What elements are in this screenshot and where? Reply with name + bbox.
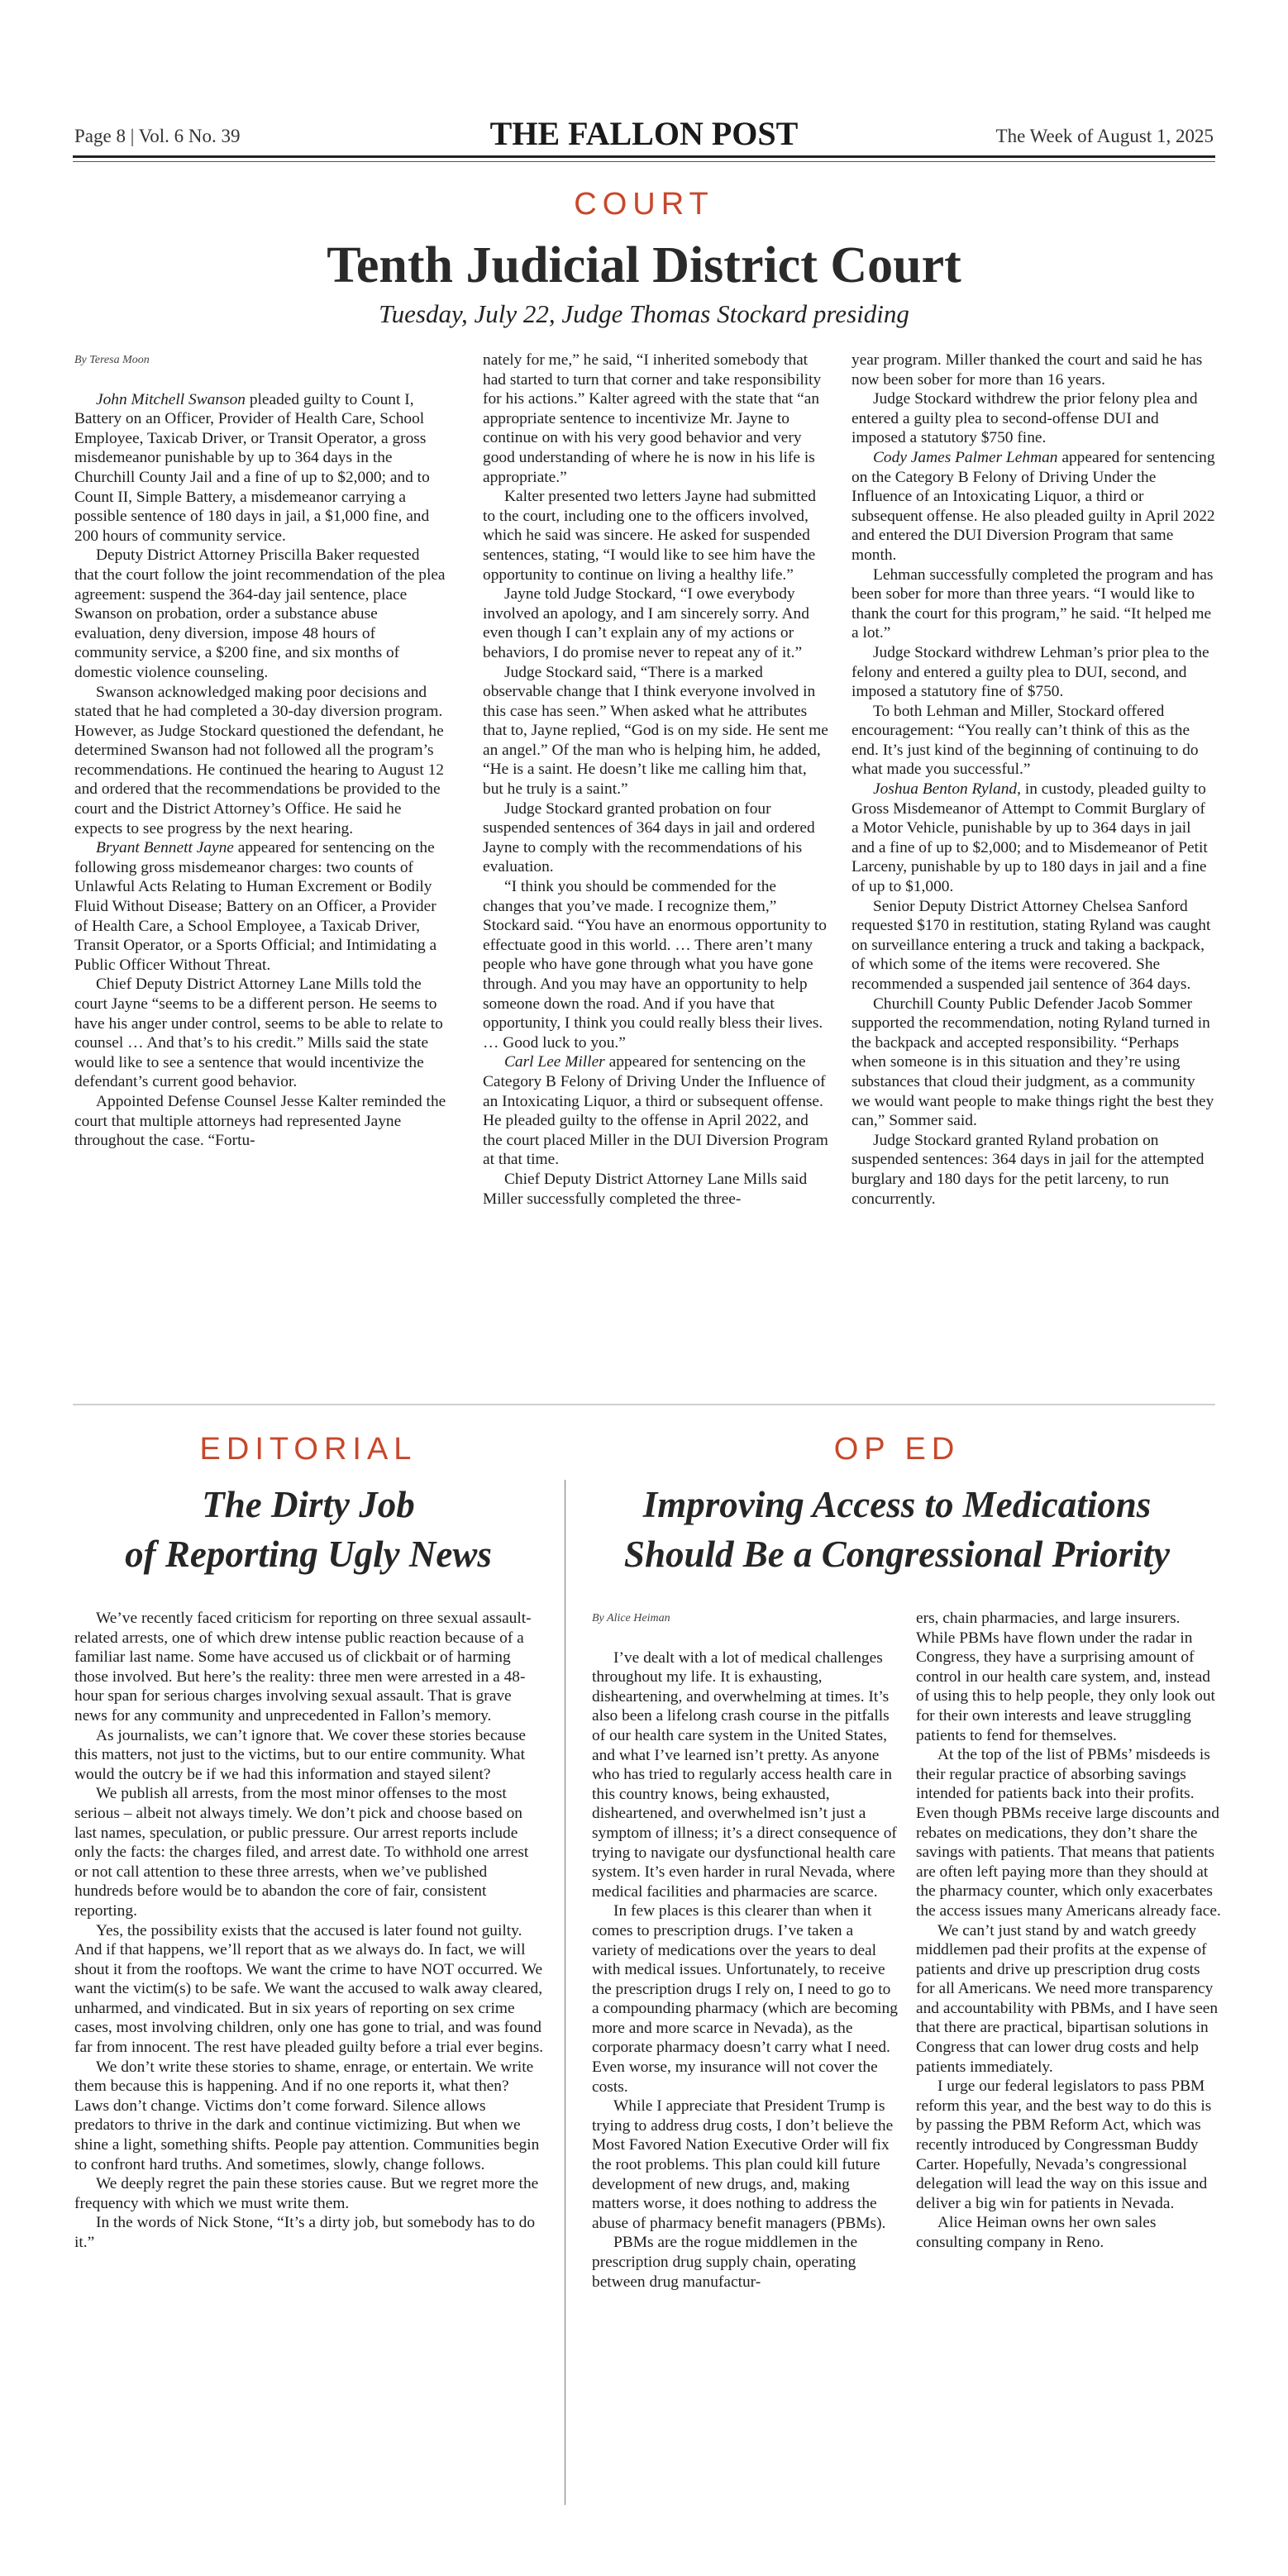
paragraph — [852, 1131, 1215, 1209]
paragraph-text: Alice Heiman owns her own sales consulting company in Reno. — [916, 2214, 1157, 2251]
paragraph — [74, 1784, 546, 1920]
paragraph — [483, 584, 830, 662]
paragraph-text: Judge Stockard withdrew the prior felony plea and entered a guilty plea to second-offense DUI and imposed a statutory $750 fine. — [852, 390, 1198, 447]
paragraph — [483, 487, 830, 584]
oped-kicker: OP ED — [833, 1432, 961, 1467]
paragraph-text: “I think you should be commended for the changes that you’ve made. I recognize them,” Stockard said. “You have an enormous opportunity to effectuate good in this world. … There aren’t many people who have gone through what you have gone through. And you may have an opportunity to help someone down the road. And if you have that opportunity, I think you could really bless their lives. … Good luck to you.” — [483, 878, 827, 1052]
paragraph — [483, 351, 830, 487]
section-divider — [73, 1404, 1215, 1405]
defendant-name: Joshua Benton Ryland — [873, 780, 1018, 799]
paragraph-text: appeared for sentencing on the following gross misdemeanor charges: two counts of Unlawful Acts Relating to Human Excrement or Bodily Fluid Without Disease; Battery on an Officer, a Provider of Health Care, a School Employee, a Taxicab Driver, Transit Operator, or a Sports Official; and Intimidating a Public Officer Without Threat. — [74, 839, 437, 974]
paragraph-text: We deeply regret the pain these stories cause. But we regret more the frequency with which we must write them. — [74, 2175, 539, 2212]
paragraph-text: Judge Stockard granted probation on four suspended sentences of 364 days in jail and ordered Jayne to comply with the recommendations of his evaluation. — [483, 799, 815, 876]
editorial-headline-line2: of Reporting Ugly News — [125, 1534, 492, 1575]
paragraph — [852, 897, 1215, 995]
paragraph — [592, 2233, 898, 2292]
editorial-headline — [73, 1480, 544, 1579]
newspaper-title: THE FALLON POST — [489, 115, 799, 152]
paragraph-text: We don’t write these stories to shame, enrage, or entertain. We write them because this is happening. And if no one reports it, what then? Laws don’t change. Victims don’t come forward. Silence allows predators to thrive in the dark and continue victimizing. But when we shine a light, something shifts. People pay attention. Communities begin to confront hard truths. And sometimes, slowly, change follows. — [74, 2058, 540, 2173]
masthead-rule — [73, 155, 1215, 158]
paragraph — [483, 1170, 830, 1209]
defendant-name: Cody James Palmer Lehman — [873, 448, 1058, 466]
paragraph-text: appeared for sentencing on the Category B Felony of Driving Under the Influence of an Intoxicating Liquor, a third or subsequent offense. He pleaded guilty to the offense in April 2022, and the court placed Miller in the DUI Diversion Program at that time. — [483, 1053, 828, 1169]
paragraph-text: Kalter presented two letters Jayne had submitted to the court, including one to the officers involved, which he said was sincere. He asked for suspended sentences, stating, “I would like to see him have the opportunity to continue on living a healthy life.” — [483, 488, 816, 584]
page-info: Page 8 | Vol. 6 No. 39 — [74, 126, 241, 146]
paragraph — [592, 2097, 898, 2233]
defendant-name: Bryant Bennett Jayne — [96, 839, 234, 857]
paragraph-text: Deputy District Attorney Priscilla Baker requested that the court follow the joint recommendation of the plea agreement: suspend the 364-day jail sentence, place Swanson on probation, order a substance abuse evaluation, deny diversion, impose 48 hours of community service, a $200 fine, and six months of domestic violence counseling. — [74, 546, 446, 681]
court-headline: Tenth Judicial District Court — [327, 237, 961, 293]
paragraph — [74, 1609, 546, 1726]
paragraph — [74, 683, 446, 839]
paragraph — [916, 1921, 1222, 2077]
paragraph — [852, 780, 1215, 897]
oped-column-1 — [592, 1609, 898, 2292]
court-deck: Tuesday, July 22, Judge Thomas Stockard presiding — [379, 299, 909, 328]
paragraph-text: pleaded guilty to Count I, Battery on an Officer, Provider of Health Care, School Employee, Taxicab Driver, or Transit Operator, a gross misdemeanor punishable by up to 364 days in the Churchill County Jail and a fine of up to $2,000; and to Count II, Simple Battery, a misdemeanor carrying a possible sentence of 180 days in jail, a $1,000 fine, and 200 hours of community service. — [74, 390, 430, 545]
editorial-body — [74, 1609, 546, 2253]
paragraph-text: Senior Deputy District Attorney Chelsea Sanford requested $170 in restitution, stating Ryland was caught on surveillance entering a truck and taking a backpack, of which some of the items were recovered. She recommended a suspended jail sentence of 364 days. — [852, 897, 1211, 993]
paragraph — [74, 546, 446, 682]
paragraph — [592, 1648, 898, 1902]
paragraph — [74, 1092, 446, 1151]
paragraph — [852, 995, 1215, 1131]
court-byline: By Teresa Moon — [74, 354, 150, 366]
defendant-name: John Mitchell Swanson — [96, 390, 246, 408]
oped-column-2 — [916, 1609, 1222, 2253]
issue-date: The Week of August 1, 2025 — [995, 126, 1214, 146]
paragraph — [74, 1921, 546, 2058]
paragraph — [916, 2213, 1222, 2252]
paragraph — [74, 2058, 546, 2175]
paragraph-text: Appointed Defense Counsel Jesse Kalter reminded the court that multiple attorneys had represented Jayne throughout the case. “Fortu- — [74, 1092, 446, 1150]
paragraph-text: ers, chain pharmacies, and large insurers. While PBMs have flown under the radar in Congress, they have a surprising amount of control in our health care system, and, instead of using this to help people, they only look out for their own interests and leave struggling patients to fend for themselves. — [916, 1610, 1215, 1744]
paragraph-text: I urge our federal legislators to pass PBM reform this year, and the best way to do this is by passing the PBM Reform Act, which was recently introduced by Congressman Buddy Carter. Hopefully, Nevada’s congressional delegation will lead the way on this issue and deliver a big win for patients in Nevada. — [916, 2077, 1212, 2212]
paragraph-text: While I appreciate that President Trump is trying to address drug costs, I don’t believe the Most Favored Nation Executive Order will fix the root problems. This plan could kill future development of new drugs, and, making matters worse, it does nothing to address the abuse of pharmacy benefit managers (PBMs). — [592, 2097, 894, 2232]
paragraph-text: We can’t just stand by and watch greedy middlemen pad their profits at the expense of patients and drive up prescription drug costs for all Americans. We need more transparency and accountability with PBMs, and I have seen that there are practical, bipartisan solutions in Congress that can lower drug costs and help patients immediately. — [916, 1921, 1219, 2076]
paragraph-text: year program. Miller thanked the court and said he has now been sober for more than 16 years. — [852, 351, 1203, 389]
oped-byline: By Alice Heiman — [592, 1612, 670, 1624]
paragraph-text: Yes, the possibility exists that the accused is later found not guilty. And if that happens, we’ll report that as we always do. In fact, we will shout it from the rooftops. We want the crime to have NOT occurred. We want the victim(s) to be safe. We want the accused to walk away cleared, unharmed, and vindicated. But in six years of reporting on sex crime cases, most involving children, only one has gone to trial, and was found far from innocent. The rest have pleaded guilty before a trial ever begins. — [74, 1921, 544, 2057]
paragraph-text: In few places is this clearer than when it comes to prescription drugs. I’ve taken a variety of medications over the years to deal with medical issues. Unfortunately, to receive the prescription drugs I rely on, I need to go to a compounding pharmacy (which are becoming more and more scarce in Nevada), as the corporate pharmacy doesn’t carry what I need. Even worse, my insurance will not cover the costs. — [592, 1902, 898, 2096]
paragraph — [483, 799, 830, 877]
court-column-2 — [483, 351, 830, 1209]
paragraph — [483, 877, 830, 1052]
paragraph — [852, 351, 1215, 389]
paragraph — [74, 838, 446, 975]
paragraph — [74, 390, 446, 546]
paragraph-text: nately for me,” he said, “I inherited somebody that had started to turn that corner and take responsibility for his actions.” Kalter agreed with the state that “an appropriate sentence to incentivize Mr. Jayne to continue on with his very good behavior and very good understanding of where he is now in his life is appropriate.” — [483, 351, 822, 486]
paragraph — [916, 1609, 1222, 1745]
masthead — [73, 114, 1215, 157]
court-kicker: COURT — [574, 187, 714, 222]
oped-headline-line1: Improving Access to Medications — [642, 1484, 1152, 1525]
paragraph — [852, 565, 1215, 643]
paragraph — [483, 1052, 830, 1170]
paragraph-text: Churchill County Public Defender Jacob Sommer supported the recommendation, noting Ryland turned in the backpack and accepted responsibility. “Perhaps when someone is in this situation and they’re using substances that cloud their judgment, as a community we would want people to make things right the best they can,” Sommer said. — [852, 995, 1214, 1130]
paragraph — [852, 643, 1215, 702]
editorial-headline-line1: The Dirty Job — [202, 1484, 415, 1525]
oped-headline-line2: Should Be a Congressional Priority — [623, 1534, 1171, 1575]
paragraph — [74, 2174, 546, 2213]
paragraph — [74, 1726, 546, 1785]
paragraph — [74, 2213, 546, 2252]
paragraph-text: Lehman successfully completed the program and has been sober for more than three years. “I would like to thank the court for this program,” he said. “It helped me a lot.” — [852, 565, 1214, 642]
masthead-rule-thin — [73, 161, 1215, 162]
paragraph-text: To both Lehman and Miller, Stockard offered encouragement: “You really can’t think of this as the end. It’s just kind of the beginning of continuing to do what made you successful.” — [852, 702, 1199, 779]
paragraph-text: At the top of the list of PBMs’ misdeeds is their regular practice of absorbing savings intended for patients back into their profits. Even though PBMs receive large discounts and rebates on medications, they don’t share the savings with patients. That means that patients are often left paying more than they should at the pharmacy counter, which only exacerbates the access issues many Americans already face. — [916, 1746, 1221, 1920]
paragraph — [74, 975, 446, 1092]
paragraph-text: I’ve dealt with a lot of medical challenges throughout my life. It is exhausting, disheartening, and overwhelming at times. It’s also been a lifelong crash course in the pitfalls of our health care system in the United States, and what I’ve learned isn’t pretty. As anyone who has tried to regularly access health care in this country knows, being exhausted, disheartened, and overwhelmed isn’t just a symptom of illness; it’s a direct consequence of trying to navigate our dysfunctional health care system. It’s even harder in rural Nevada, where medical facilities and pharmacies are scarce. — [592, 1648, 897, 1901]
paragraph — [916, 1745, 1222, 1920]
paragraph — [592, 1901, 898, 2097]
paragraph — [916, 2077, 1222, 2213]
paragraph — [483, 663, 830, 799]
paragraph — [852, 448, 1215, 565]
paragraph — [852, 702, 1215, 780]
paragraph-text: PBMs are the rogue middlemen in the prescription drug supply chain, operating between drug manufactur- — [592, 2234, 858, 2291]
paragraph-text: Swanson acknowledged making poor decisions and stated that he had completed a 30-day diversion program. However, as Judge Stockard questioned the defendant, he determined Swanson had not followed all the program’s recommendations. He continued the hearing to August 12 and ordered that the recommendations be provided to the court and the District Attorney’s Office. He said he expects to see progress by the next hearing. — [74, 683, 444, 837]
oped-headline — [579, 1480, 1215, 1579]
paragraph-text: Chief Deputy District Attorney Lane Mills said Miller successfully completed the three- — [483, 1170, 808, 1208]
paragraph-text: , in custody, pleaded guilty to Gross Misdemeanor of Attempt to Commit Burglary of a Motor Vehicle, punishable by up to 364 days in jail and a fine of up to $2,000; and to Misdemeanor of Petit Larceny, punishable by up to 180 days in jail and a fine of up to $1,000. — [852, 780, 1208, 896]
paragraph-text: Judge Stockard granted Ryland probation on suspended sentences: 364 days in jail for the attempted burglary and 180 days for the petit larceny, to run concurrently. — [852, 1131, 1205, 1208]
defendant-name: Carl Lee Miller — [504, 1053, 605, 1071]
editorial-kicker: EDITORIAL — [199, 1432, 417, 1467]
paragraph-text: Jayne told Judge Stockard, “I owe everybody involved an apology, and I am sincerely sorry. And even though I can’t explain any of my actions or behaviors, I do promise never to repeat any of it.” — [483, 585, 809, 661]
paragraph-text: We publish all arrests, from the most minor offenses to the most serious – albeit not always timely. We don’t pick and choose based on last names, speculation, or public pressure. Our arrest reports include only the facts: the charges filed, and arrest date. To withhold one arrest or not call attention to these three arrests, when we’ve published hundreds before would be to abandon the core of fair, consistent reporting. — [74, 1785, 529, 1920]
paragraph-text: As journalists, we can’t ignore that. We cover these stories because this matters, not just to the victims, but to our entire community. What would the outcry be if we had this information and stayed silent? — [74, 1726, 527, 1783]
paragraph-text: Judge Stockard withdrew Lehman’s prior plea to the felony and entered a guilty plea to DUI, second, and imposed a statutory fine of $750. — [852, 643, 1209, 701]
paragraph-text: In the words of Nick Stone, “It’s a dirty job, but somebody has to do it.” — [74, 2214, 536, 2251]
paragraph-text: We’ve recently faced criticism for reporting on three sexual assault-related arrests, one of which drew intense public reaction because of a familiar last name. Some have accused us of clickbait or of harming those involved. But here’s the reality: three men were arrested in a 48-hour span for serious charges involving sexual assault. That is grave news for any community and unprecedented in Fallon’s memory. — [74, 1610, 532, 1724]
paragraph-text: Chief Deputy District Attorney Lane Mills told the court Jayne “seems to be a different person. He seems to have his anger under control, seems to be able to relate to counsel … And that’s to his credit.” Mills said the state would like to see a sentence that would incentivize the defendant’s current good behavior. — [74, 976, 443, 1091]
court-column-1 — [74, 351, 446, 1151]
court-column-3 — [852, 351, 1215, 1209]
paragraph — [852, 389, 1215, 448]
paragraph-text: appeared for sentencing on the Category B Felony of Driving Under the Influence of an Intoxicating Liquor, a third or subsequent offense. He also pleaded guilty in April 2022 and entered the DUI Diversion Program that same month. — [852, 448, 1215, 564]
paragraph-text: Judge Stockard said, “There is a marked observable change that I think everyone involved in this case has seen.” When asked what he attributes that to, Jayne replied, “God is on my side. He sent me an angel.” Of the man who is helping him, he added, “He is a saint. He doesn’t like me calling him that, but he truly is a saint.” — [483, 663, 828, 799]
